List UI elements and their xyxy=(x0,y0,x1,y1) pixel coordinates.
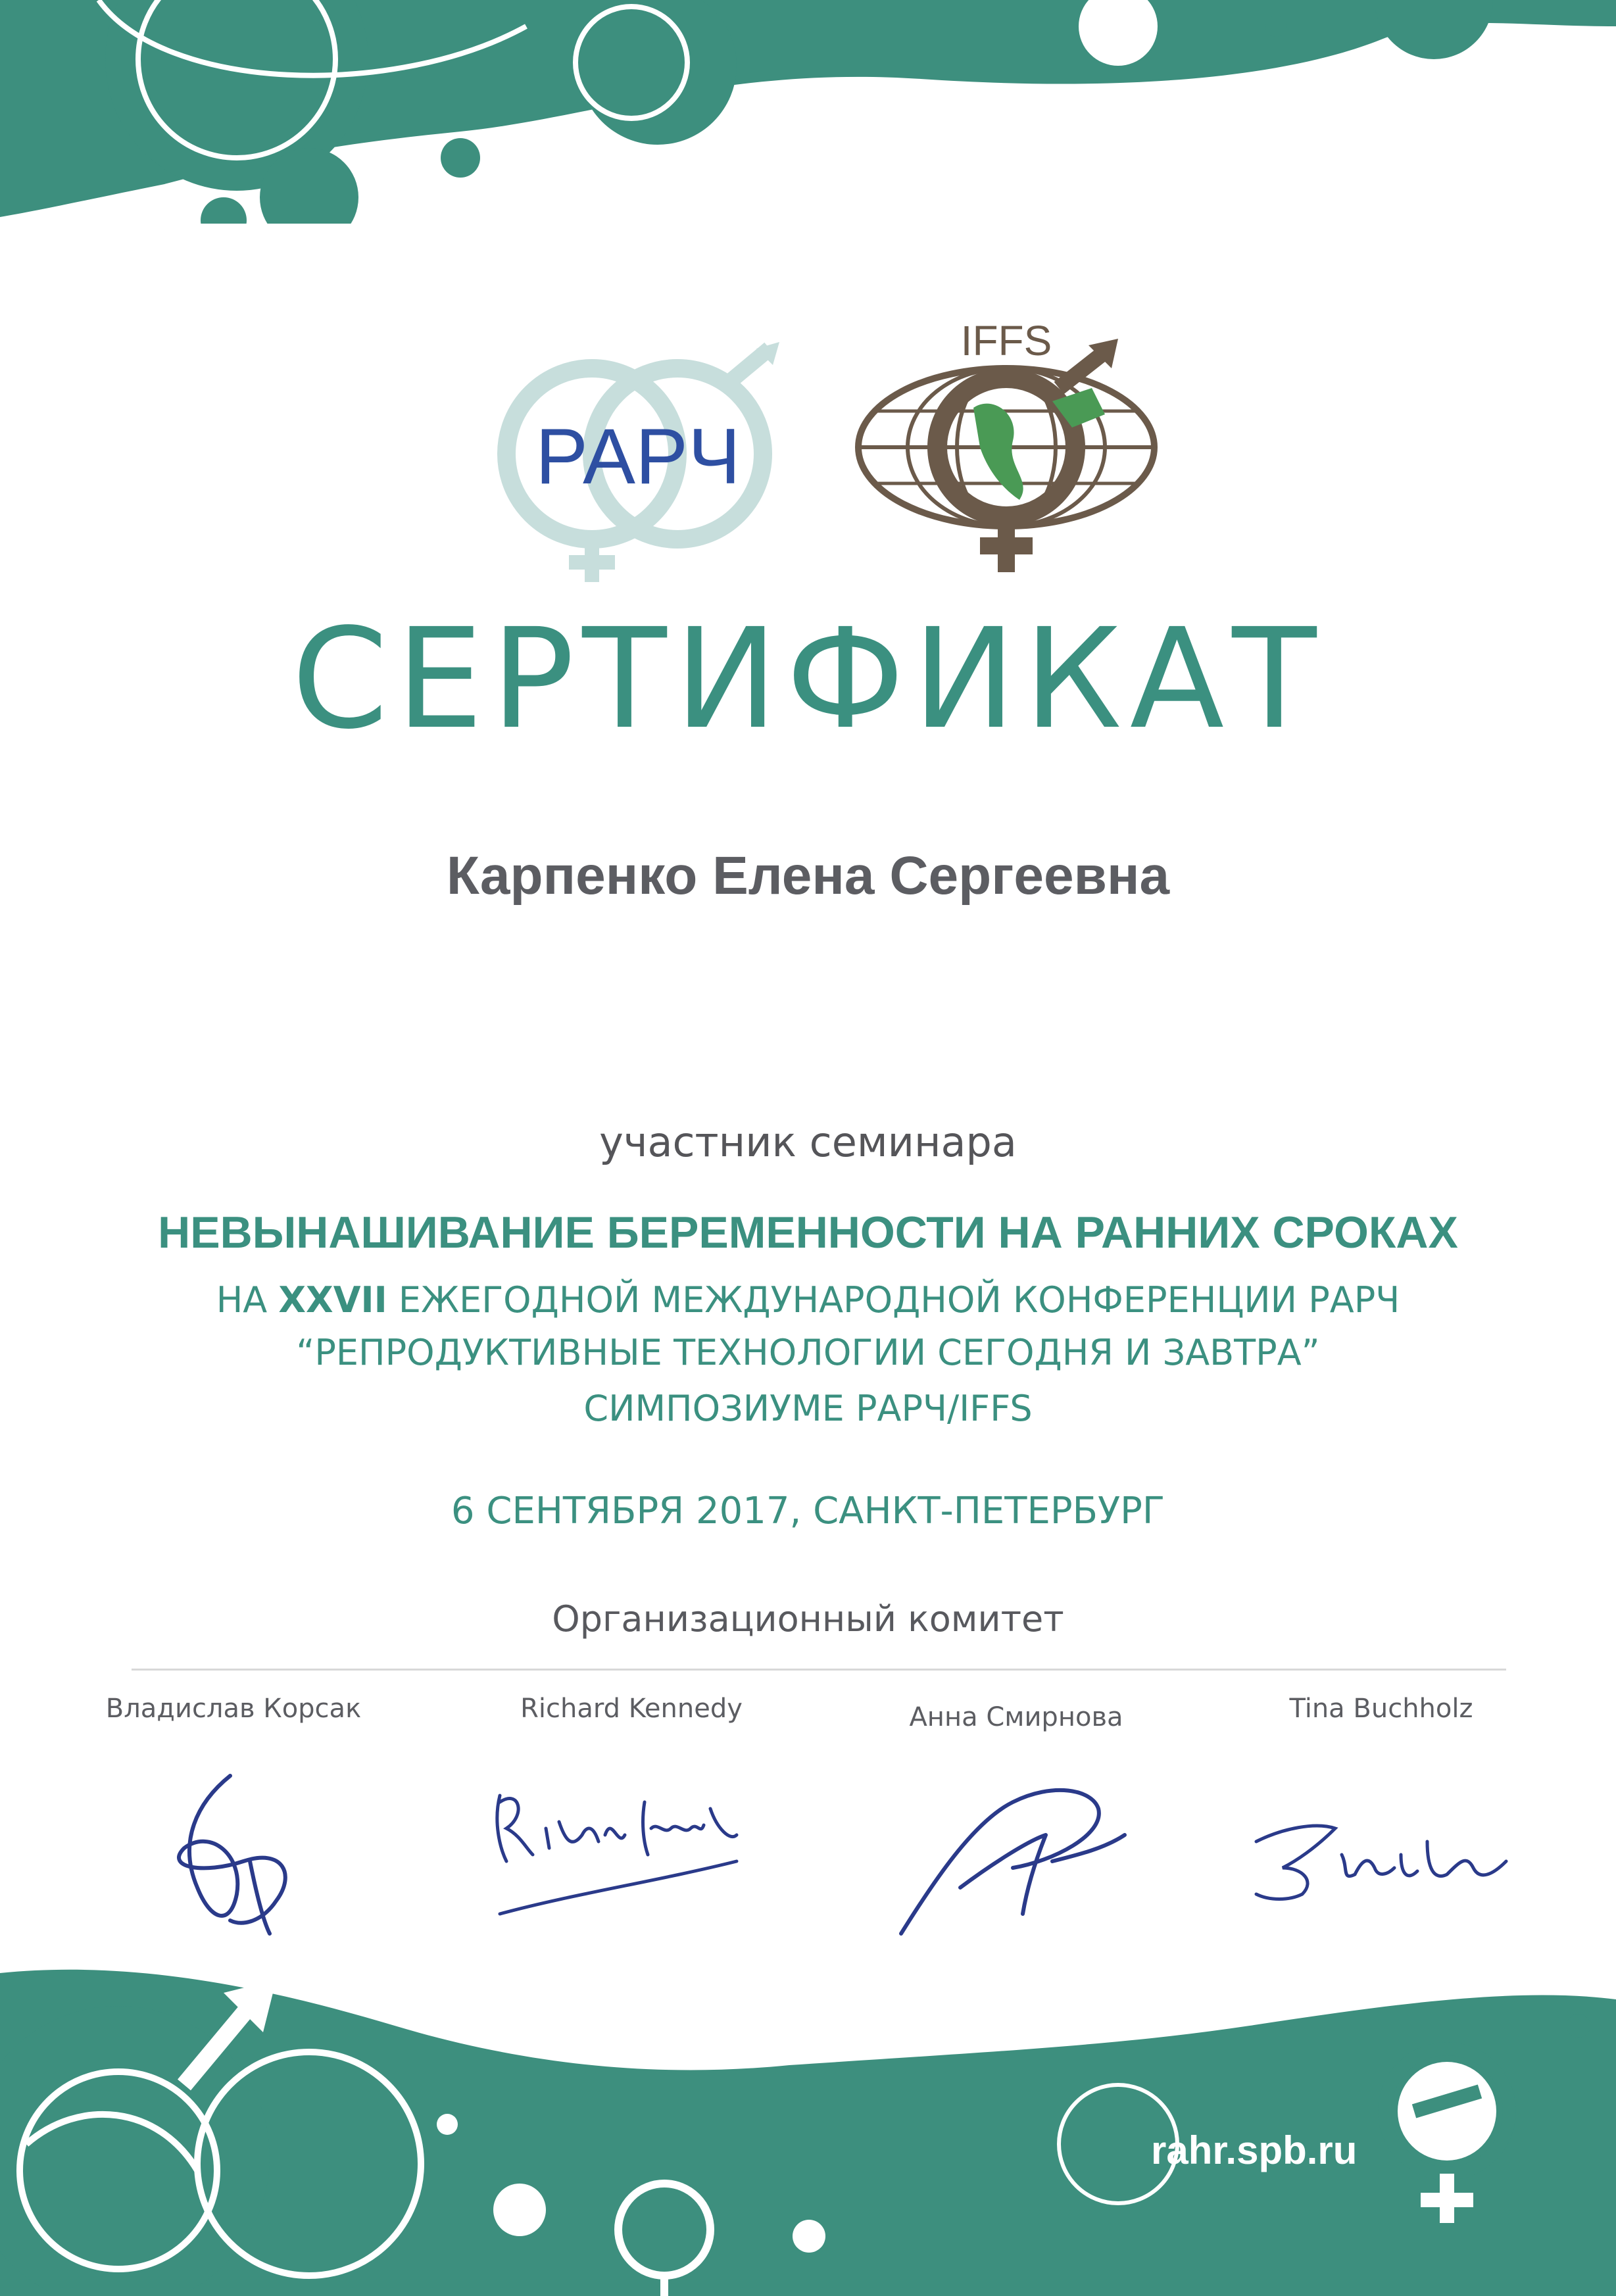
divider xyxy=(132,1669,1506,1671)
conference-line-1 xyxy=(0,1279,1616,1321)
conference-number: XXVII xyxy=(278,1279,387,1321)
raph-logo-text: РАРЧ xyxy=(535,412,741,501)
signatory-name-2: Richard Kennedy xyxy=(520,1694,743,1724)
signature-3 xyxy=(881,1763,1184,1947)
top-decorative-circles xyxy=(0,0,1616,224)
raph-logo xyxy=(480,342,796,592)
website-link[interactable]: rahr.spb.ru xyxy=(1151,2128,1358,2172)
seminar-title: НЕВЫНАШИВАНИЕ БЕРЕМЕННОСТИ НА РАННИХ СРОКАХ xyxy=(158,1208,1458,1258)
signatory-name-1: Владислав Корсак xyxy=(105,1694,362,1724)
signature-4 xyxy=(1230,1763,1532,1947)
conference-line-3: СИМПОЗИУМЕ РАРЧ/IFFS xyxy=(583,1388,1033,1429)
iffs-logo xyxy=(855,316,1171,579)
conference-line-1-suffix: ЕЖЕГОДНОЙ МЕЖДУНАРОДНОЙ КОНФЕРЕНЦИИ РАРЧ xyxy=(387,1279,1400,1321)
conference-line-2: “РЕПРОДУКТИВНЫЕ ТЕХНОЛОГИИ СЕГОДНЯ И ЗАВТРА” xyxy=(296,1332,1320,1373)
certificate-title: СЕРТИФИКАТ xyxy=(291,598,1325,760)
signature-2 xyxy=(474,1763,776,1947)
committee-label: Организационный комитет xyxy=(552,1598,1064,1640)
recipient-name: Карпенко Елена Сергеевна xyxy=(446,846,1170,906)
participant-role: участник семинара xyxy=(599,1118,1017,1166)
date-place: 6 СЕНТЯБРЯ 2017, САНКТ-ПЕТЕРБУРГ xyxy=(451,1490,1165,1532)
signatory-name-4: Tina Buchholz xyxy=(1289,1694,1473,1724)
bottom-decorative-circles xyxy=(0,1947,1616,2296)
signatory-name-3: Анна Смирнова xyxy=(909,1702,1123,1732)
signature-1 xyxy=(99,1763,401,1947)
conference-line-1-prefix: НА xyxy=(216,1279,279,1321)
iffs-logo-text: IFFS xyxy=(960,317,1052,364)
